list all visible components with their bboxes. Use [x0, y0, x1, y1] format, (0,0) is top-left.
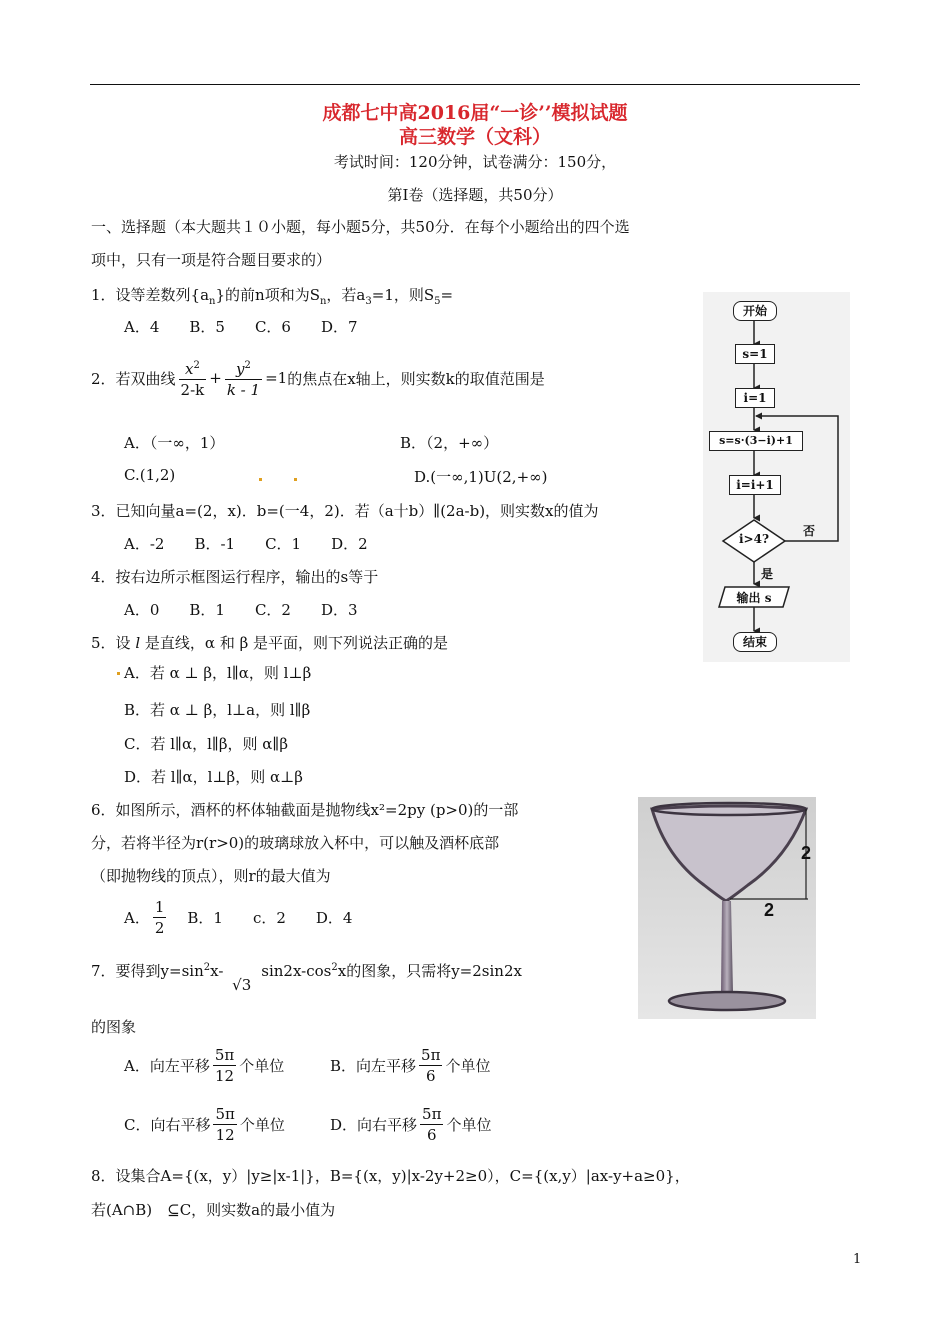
- q2-f2-sup: 2: [244, 360, 251, 371]
- question-6-line-1: 6．如图所示，酒杯的杯体轴截面是抛物线x²=2py (p>0)的一部: [91, 801, 519, 819]
- q6-opt-rest: B．1 c．2 D．4: [187, 909, 353, 927]
- wine-glass-figure: [638, 797, 816, 1019]
- question-7-option-d: [330, 1105, 491, 1144]
- question-6-line-3: （即抛物线的顶点），则r的最大值为: [91, 867, 331, 885]
- speck: [294, 478, 297, 481]
- flowchart-no-label: 否: [803, 524, 816, 538]
- q7-unit: 个单位: [239, 1057, 285, 1075]
- question-7-option-c: [124, 1105, 285, 1144]
- question-1-options: A．4 B．5 C．6 D．7: [124, 318, 358, 336]
- q7-part: x的图象，只需将y=2sin2x: [337, 962, 522, 980]
- wine-glass-drawing: [638, 797, 816, 1019]
- top-rule: [90, 84, 860, 85]
- q2-f1-num: x: [184, 360, 194, 378]
- q7-unit: 个单位: [239, 1116, 285, 1134]
- q7-part: x-: [210, 962, 224, 980]
- q7-a-fraction: [213, 1046, 236, 1085]
- q1-sub: n: [209, 296, 216, 307]
- glass-width-label: 2: [764, 900, 775, 920]
- q2-eq: =1: [265, 369, 288, 387]
- question-8-line-1: 8．设集合A={(x，y）|y≥|x-1|}，B={(x，y)|x-2y+2≥0），C={(x,y）|ax-y+a≥0}，: [91, 1167, 690, 1185]
- q2-fraction-2: [225, 357, 262, 399]
- intro-line-2: 项中，只有一项是符合题目要求的）: [91, 251, 332, 269]
- question-2-option-b: B．（2，+∞）: [400, 434, 499, 452]
- q7-a-text: A．向左平移: [124, 1057, 210, 1075]
- q1-sub: 5: [434, 296, 441, 307]
- q7-c-text: C．向右平移: [124, 1116, 211, 1134]
- q1-part: ，若a: [326, 286, 366, 304]
- q2-f2-num: y: [236, 360, 245, 378]
- q7-unit: 个单位: [445, 1057, 491, 1075]
- q7-b-num: 5π: [421, 1046, 441, 1064]
- q2-f1-den: 2-k: [180, 381, 205, 399]
- question-8-line-2: 若(A∩B) ⊆C，则实数a的最小值为: [91, 1201, 336, 1219]
- q1-sub: 3: [365, 296, 372, 307]
- page-number: 1: [853, 1252, 862, 1267]
- q7-d-fraction: [420, 1105, 443, 1144]
- q5-part: 是直线，α 和 β 是平面，则下列说法正确的是: [144, 634, 449, 652]
- flowchart-init-i: i=1: [735, 388, 775, 408]
- q2-prefix: 2．若双曲线: [91, 369, 176, 388]
- q7-b-text: B．向左平移: [330, 1057, 417, 1075]
- q7-part: sin2x-cos: [261, 962, 332, 980]
- flowchart-figure: [703, 292, 850, 662]
- q7-a-den: 12: [215, 1067, 235, 1085]
- flowchart-increment-i: i=i+1: [729, 475, 781, 495]
- q2-fraction-1: [179, 357, 207, 399]
- question-5-option-d: D．若 l∥α，l⊥β，则 α⊥β: [124, 768, 303, 786]
- speck: [117, 672, 120, 675]
- question-5-option-a: A．若 α ⊥ β，l∥α，则 l⊥β: [124, 664, 312, 682]
- q6-fraction-half: [153, 898, 167, 937]
- question-7-option-a: [124, 1046, 284, 1085]
- q7-sqrt: √3: [232, 976, 252, 994]
- question-7-line-2: 的图象: [91, 1018, 137, 1036]
- question-5-option-c: C．若 l∥α，l∥β，则 α∥β: [124, 735, 288, 753]
- q7-d-num: 5π: [422, 1105, 442, 1123]
- q7-sup: 2: [203, 962, 211, 973]
- question-7-option-b: [330, 1046, 490, 1085]
- question-4-stem: 4．按右边所示框图运行程序，输出的s等于: [91, 568, 379, 586]
- q7-b-den: 6: [425, 1067, 436, 1085]
- question-4-options: A．0 B．1 C．2 D．3: [124, 601, 358, 619]
- intro-line-1: 一、选择题（本大题共１０小题，每小题5分，共50分．在每个小题给出的四个选: [91, 218, 630, 236]
- question-6-options: [124, 898, 352, 937]
- page-subtitle: 高三数学（文科）: [398, 126, 551, 148]
- q5-part: 5．设: [91, 634, 131, 652]
- flowchart-condition: i>4?: [739, 532, 769, 546]
- page-title: 成都七中高2016届“一诊’’模拟试题: [322, 102, 628, 124]
- q7-b-fraction: [419, 1046, 442, 1085]
- q1-part: 1．设等差数列{a: [91, 286, 210, 304]
- question-2-option-a: A．（一∞，1）: [124, 434, 225, 452]
- question-2-option-c: C.(1,2): [124, 466, 176, 484]
- q1-part: }的前n项和为S: [215, 286, 320, 304]
- q7-d-text: D．向右平移: [330, 1116, 418, 1134]
- flowchart-end: 结束: [733, 632, 777, 652]
- q6-frac-num: 1: [154, 898, 165, 916]
- q7-d-den: 6: [426, 1126, 437, 1144]
- q7-c-fraction: [213, 1105, 236, 1144]
- question-3-options: A．-2 B．-1 C．1 D．2: [124, 535, 368, 553]
- q2-f1-sup: 2: [193, 360, 200, 371]
- q1-part: =1，则S: [371, 286, 435, 304]
- q1-sub: n: [319, 296, 327, 307]
- question-3-stem: 3．已知向量a=(2，x)．b=(一4，2)．若（a十b）∥(2a-b)，则实数x的值为: [91, 502, 599, 520]
- question-5-option-b: B．若 α ⊥ β，l⊥a，则 l∥β: [124, 701, 311, 719]
- question-2-stem: [91, 357, 545, 399]
- q6-opt-a: A．: [124, 909, 150, 927]
- q6-frac-den: 2: [154, 919, 165, 937]
- q7-unit: 个单位: [446, 1116, 492, 1134]
- glass-height-label: 2: [801, 843, 812, 863]
- q2-f2-den: k - 1: [226, 381, 261, 399]
- speck: [259, 478, 262, 481]
- exam-info: 考试时间：120分钟，试卷满分：150分，: [333, 153, 617, 171]
- q2-suffix: 的焦点在x轴上，则实数k的取值范围是: [287, 369, 545, 388]
- question-7-stem: [91, 960, 522, 994]
- q7-part: 7．要得到y=sin: [91, 962, 204, 980]
- q5-l: l: [135, 634, 141, 652]
- q7-sup: 2: [331, 962, 338, 973]
- flowchart-start: 开始: [733, 301, 777, 321]
- question-2-option-d: D.(一∞,1)U(2,+∞): [414, 468, 548, 486]
- q2-plus: +: [209, 369, 222, 387]
- q7-a-num: 5π: [214, 1046, 235, 1064]
- question-1-stem: [91, 284, 453, 307]
- question-6-line-2: 分，若将半径为r(r>0)的玻璃球放入杯中，可以触及酒杯底部: [91, 834, 500, 852]
- q7-c-den: 12: [215, 1126, 235, 1144]
- section-heading: 第Ⅰ卷（选择题，共50分）: [387, 186, 563, 204]
- flowchart-update-s: s=s·(3−i)+1: [709, 431, 803, 451]
- flowchart-init-s: s=1: [735, 344, 775, 364]
- flowchart-yes-label: 是: [761, 567, 774, 581]
- q1-part: =: [440, 286, 454, 304]
- q7-c-num: 5π: [215, 1105, 235, 1123]
- question-5-stem: [91, 632, 448, 653]
- flowchart-output: 输出 s: [736, 591, 772, 605]
